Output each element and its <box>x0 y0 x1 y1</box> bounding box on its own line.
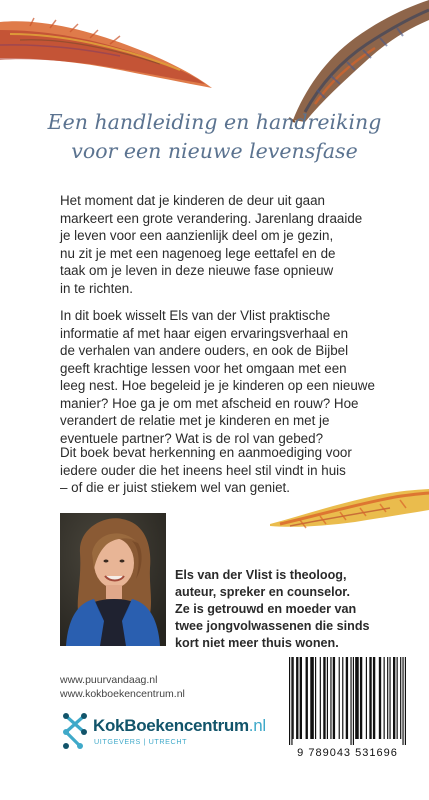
barcode-bar <box>315 657 316 739</box>
feather-brushstroke-top-right-icon <box>285 0 429 125</box>
bio-line: Els van der Vlist is theoloog, <box>175 568 347 582</box>
text-line: nu zit je met een nagenoeg lege eettafel en de <box>60 245 336 261</box>
barcode-bar <box>400 657 401 739</box>
barcode-bar <box>339 657 340 739</box>
barcode-bar <box>289 657 290 745</box>
barcode-bar <box>366 657 367 739</box>
blurb-paragraph-2 <box>60 307 405 447</box>
barcode-bar <box>373 657 375 739</box>
barcode-bars <box>285 657 410 745</box>
barcode-bar <box>342 657 343 739</box>
isbn-barcode <box>285 657 410 767</box>
cover-tagline <box>30 108 399 166</box>
barcode-bar <box>393 657 395 739</box>
text-line: – of die er juist stiekem wel van geniet. <box>60 480 290 495</box>
barcode-bar <box>291 657 292 745</box>
text-line: iedere ouder die het ineens heel stil vindt in huis <box>60 462 346 478</box>
publisher-subline: UITGEVERS | UTRECHT <box>94 737 188 746</box>
barcode-bar <box>327 657 328 739</box>
bio-line: auteur, spreker en counselor. <box>175 585 350 599</box>
barcode-bar <box>333 657 335 739</box>
url-kokboekencentrum[interactable]: www.kokboekencentrum.nl <box>60 688 185 700</box>
barcode-bar <box>389 657 390 739</box>
text-line: eventuele partner? Wat is de rol van gebed? <box>60 430 324 446</box>
barcode-bar <box>369 657 371 739</box>
barcode-bar <box>350 657 351 745</box>
text-line: leeg nest. Hoe begeleid je je kinderen op een nieuwe <box>60 378 375 393</box>
text-line: de verhalen van andere ouders, en ook de Bijbel <box>60 343 349 358</box>
publisher-name <box>93 716 266 736</box>
bio-line: Ze is getrouwd en moeder van <box>175 602 357 616</box>
barcode-bar <box>306 657 308 739</box>
feather-brushstroke-top-left-icon <box>0 0 215 100</box>
text-line: informatie af met haar eigen ervaringsverhaal en <box>60 325 349 341</box>
publisher-name-main: KokBoekencentrum <box>93 716 249 735</box>
text-line: Het moment dat je kinderen de deur uit gaan <box>60 193 326 208</box>
barcode-bar <box>360 657 362 739</box>
kokboekencentrum-logo-icon <box>60 712 90 750</box>
text-line: in te richten. <box>60 280 133 296</box>
text-line: Dit boek bevat herkenning en aanmoediging voor <box>60 445 352 460</box>
text-line: taak om je leven in deze nieuwe fase opnieuw <box>60 263 334 278</box>
tagline-line-2: voor een nieuwe levensfase <box>71 139 358 163</box>
text-line: je leven voor een aanzienlijk deel om je gezin, <box>60 228 334 243</box>
barcode-bar <box>397 657 398 739</box>
barcode-bar <box>300 657 302 739</box>
barcode-bar <box>310 657 314 739</box>
tagline-line-1: Een handleiding en handreiking <box>47 110 382 134</box>
author-bio <box>175 567 415 652</box>
barcode-bar <box>402 657 403 745</box>
barcode-number: 9 789043 531696 <box>297 747 398 759</box>
bio-line: kort niet meer thuis wonen. <box>175 636 339 650</box>
barcode-bar <box>330 657 331 739</box>
url-puurvandaag[interactable]: www.puurvandaag.nl <box>60 674 158 686</box>
barcode-bar <box>293 657 294 739</box>
author-photo <box>60 513 166 646</box>
text-line: In dit boek wisselt Els van der Vlist praktische <box>60 308 331 323</box>
barcode-bar <box>323 657 325 739</box>
barcode-bar <box>355 657 359 739</box>
barcode-bar <box>296 657 298 739</box>
barcode-bar <box>320 657 321 739</box>
text-line: geeft krachtige lessen voor het omgaan met een <box>60 360 347 376</box>
publisher-logo <box>60 712 266 752</box>
text-line: verandert de relatie met je kinderen en met je <box>60 413 330 428</box>
text-line: manier? Hoe ga je om met afscheid en rouw? Hoe <box>60 395 359 411</box>
barcode-bar <box>387 657 388 739</box>
barcode-bar <box>353 657 354 745</box>
barcode-bar <box>346 657 348 739</box>
blurb-paragraph-3 <box>60 444 405 497</box>
blurb-paragraph-1 <box>60 192 405 297</box>
barcode-bar <box>405 657 406 745</box>
bio-line: twee jongvolwassenen die sinds <box>175 619 370 633</box>
barcode-bar <box>384 657 385 739</box>
website-links <box>60 673 185 701</box>
publisher-name-suffix: .nl <box>248 716 266 735</box>
barcode-bar <box>379 657 381 739</box>
text-line: markeert een grote verandering. Jarenlang draaide <box>60 210 363 226</box>
author-portrait-illustration <box>60 513 166 646</box>
